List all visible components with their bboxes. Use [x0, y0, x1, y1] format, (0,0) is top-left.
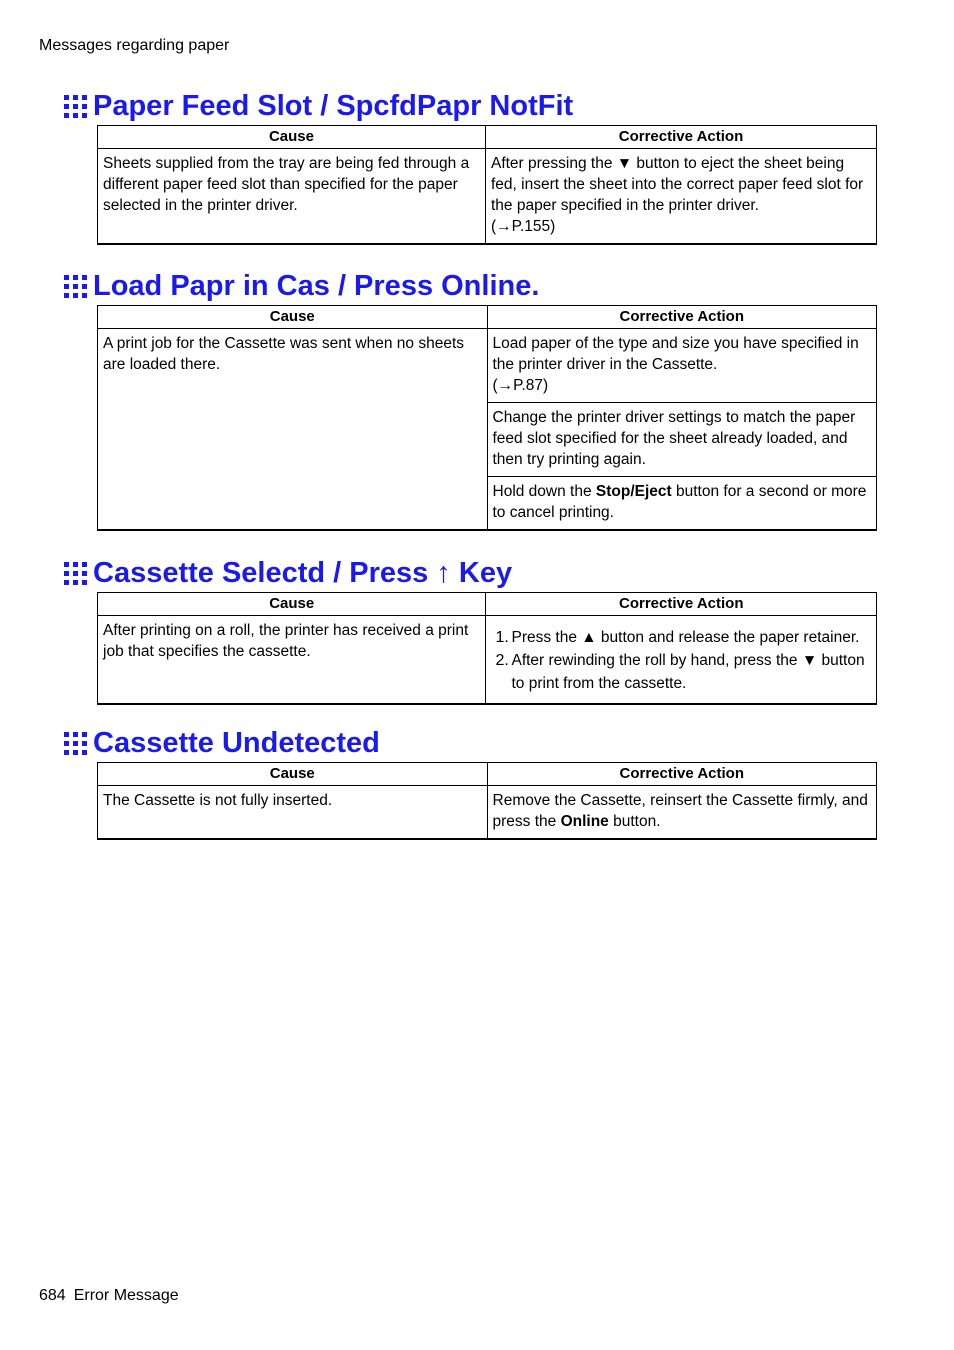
- grid-icon: [64, 732, 87, 755]
- action-cell: Change the printer driver settings to match the paper feed slot specified for the sheet already loaded, and then try printing again.: [487, 403, 877, 477]
- cause-cell: Sheets supplied from the tray are being fed through a different paper feed slot than specified for the paper selected in the printer driver.: [98, 149, 486, 245]
- list-item: 2. After rewinding the roll by hand, press the ▼ button to print from the cassette.: [495, 652, 865, 692]
- list-item: 1. Press the ▲ button and release the paper retainer.: [495, 629, 860, 646]
- cause-header: Cause: [98, 306, 488, 329]
- grid-icon: [64, 562, 87, 585]
- section-cassette-undetected: [64, 724, 877, 840]
- running-header: Messages regarding paper: [39, 37, 230, 54]
- section-title: Load Papr in Cas / Press Online.: [64, 267, 877, 305]
- cause-header: Cause: [98, 593, 486, 616]
- page-reference-link[interactable]: (→P.87): [492, 377, 549, 394]
- action-header: Corrective Action: [487, 763, 877, 786]
- grid-icon: [64, 95, 87, 118]
- section-title: Cassette Undetected: [64, 724, 877, 762]
- action-cell: Hold down the Stop/Eject button for a second or more to cancel printing.: [487, 477, 877, 531]
- grid-icon: [64, 275, 87, 298]
- action-cell: Load paper of the type and size you have specified in the printer driver in the Cassette. (→P.87): [487, 329, 877, 403]
- action-header: Corrective Action: [487, 306, 877, 329]
- section-load-papr-in-cas: [64, 267, 877, 531]
- action-header: Corrective Action: [485, 126, 876, 149]
- section-cassette-selectd: [64, 554, 877, 705]
- action-header: Corrective Action: [486, 593, 877, 616]
- cause-cell: After printing on a roll, the printer has received a print job that specifies the cassette.: [98, 616, 486, 705]
- cause-action-table: [97, 125, 877, 245]
- cause-cell: The Cassette is not fully inserted.: [98, 786, 488, 840]
- cause-cell: A print job for the Cassette was sent when no sheets are loaded there.: [98, 329, 488, 531]
- footer-section-name: Error Message: [73, 1287, 179, 1304]
- page-number: 684: [39, 1287, 66, 1304]
- action-cell: After pressing the ▼ button to eject the sheet being fed, insert the sheet into the correct paper feed slot for the paper specified in the printer driver. (→P.155): [485, 149, 876, 245]
- stop-eject-button-label: Stop/Eject: [595, 483, 672, 500]
- action-cell: [486, 616, 877, 705]
- cause-header: Cause: [98, 763, 488, 786]
- cause-action-table: [97, 592, 877, 705]
- page-footer: [39, 1287, 179, 1305]
- steps-list: [490, 626, 871, 695]
- section-paper-feed-slot: [64, 87, 877, 245]
- section-title: Cassette Selectd / Press ↑ Key: [64, 554, 877, 592]
- online-button-label: Online: [560, 813, 609, 830]
- action-cell: Remove the Cassette, reinsert the Cassette firmly, and press the Online button.: [487, 786, 877, 840]
- cause-action-table: [97, 305, 877, 531]
- page-reference-link[interactable]: (→P.155): [490, 218, 556, 235]
- cause-action-table: [97, 762, 877, 840]
- section-title: Paper Feed Slot / SpcfdPapr NotFit: [64, 87, 877, 125]
- cause-header: Cause: [98, 126, 486, 149]
